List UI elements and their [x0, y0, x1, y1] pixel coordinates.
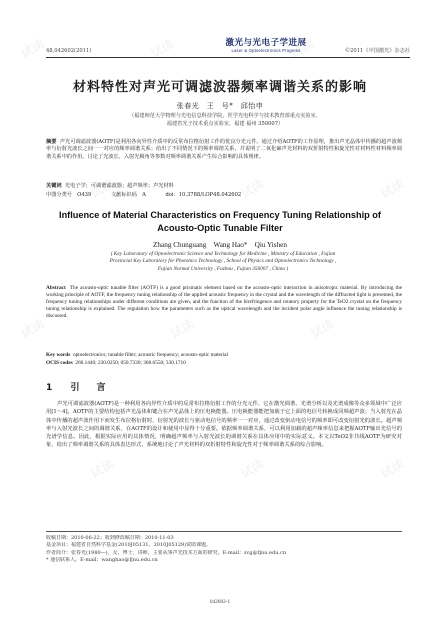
running-header: [46, 36, 410, 58]
journal-name-en: Laser & Optoelectronics Progress: [231, 48, 301, 53]
watermark-text: 试读: [378, 456, 407, 481]
affiliation-en-line: ( Key Laboratory of Optoelectronic Science and Technology for Medicine , Ministry of Education , Fujian: [110, 251, 336, 257]
abstract-cn-label: 摘要: [46, 139, 57, 145]
journal-logo: [206, 36, 326, 53]
affiliation-cn: [60, 113, 390, 128]
watermark-text: 试读: [288, 36, 317, 61]
paper-title-cn: 材料特性对声光可调滤波器频率调谐关系的影响: [72, 80, 367, 95]
keywords-en-text: optoelectronics; tunable filter; acoustic frequency; acousto-optic material: [72, 352, 228, 358]
keywords-en-label: Key words: [46, 352, 71, 358]
abstract-cn-text: 声光可调滤波器(AOTF)是利用各向异性介质中的反常布拉格衍射工作的优良分光元件。通过介绍AOTF的工作原理，推出声光晶体中传播的超声波频率与衍射光波长之间一一对应的频率调谐关系；给出了不同情况下的频率调谐关系，并说明了二氧化碲声光材料的双折射特性和旋光性对材料性材料频率调谐关系中的作用。讨论了光波长、入射光极角等参数对频率调谐关系产生综合影响的具体规律。: [46, 139, 402, 160]
footnote-received: 收稿日期：2010-06-22；收到修改稿日期：2010-11-03: [46, 535, 174, 541]
journal-name-cn: 激光与光电子学进展: [225, 38, 307, 48]
authors-en: Zhang Chunguang Wang Hao* Qiu Yishen: [153, 241, 287, 249]
footnote-corresponding: * 通信联系人。E-mail：wanghao@fjnu.edu.cn: [46, 557, 158, 564]
affiliation-en-line: Fujian Normal University , Fuzhou , Fujian 350007 , China ): [157, 265, 289, 272]
watermark-text: 试读: [168, 316, 197, 341]
watermark-text: 试读: [238, 176, 267, 201]
watermark-text: 试读: [238, 456, 267, 481]
classification-row: [46, 191, 402, 198]
section-title: 引 言: [70, 383, 110, 393]
footnote-divider: [46, 531, 402, 532]
ocis-codes: [46, 360, 402, 366]
keywords-cn-label: 关键词: [46, 183, 62, 189]
clc-number: 中图分类号 O439: [46, 192, 92, 198]
page-number: 042602-1: [209, 599, 231, 605]
section-number: 1: [46, 383, 57, 393]
ocis-text: 260.1440; 230.0250; 050.7330; 300.6550; 330.1710: [75, 360, 186, 366]
watermark-text: 试读: [88, 176, 117, 201]
header-copyright: ©2011《中国激光》杂志社: [344, 48, 410, 54]
watermark-text: 试读: [18, 316, 47, 341]
doi-text: doi：10.3788/LOP48.042602: [165, 192, 242, 198]
keywords-en: [46, 352, 402, 358]
ocis-label: OCIS codes: [46, 360, 73, 366]
document-code: 文献标识码 A: [110, 192, 146, 198]
section-heading: [46, 380, 110, 393]
watermark-text: 试读: [18, 36, 47, 61]
affiliation-en: [58, 251, 388, 273]
affiliation-en-line: Provincial Key Laboratory for Photonics Technology , School of Physics and Optoelectronics Technology ,: [109, 258, 337, 265]
section-body-text: 声光可调滤波器(AOTF)是一种利用各向异性介质中的反常布拉格衍射工作的分光元件，它在激光调谐、光谱分析以及光谱成像等众多领域中广泛应用[1～4]。AOTF的主要结构包括声光晶体和键合在声光晶体上的压电换能器。压电换能器能把加载于它上面的电信号转换成同频超声波；当入射光在晶体中传播的超声波作用下而发生布拉格衍射时，衍射光的波长与驱动电信号的频率一一对应，通过改变驱动电信号的频率即可改变衍射光的波长。超声频率与入射光波长之间的调谐关系，在AOTF的设计和使用中显得十分重要。依据频率调谐关系，可以利用加载的超声频率信息来把握AOTF输出光信号的光谱学信息。因此，根据实际应用的具体情况，明确超声频率与入射光波长的调谐关系在具体应用中的实际意义。本文以TeO2非共线AOTF为研究对象，给出了频率调谐关系的具体表达形式，系统地讨论了声光材料的双折射特性和旋光性对于频率调谐关系的综合影响。: [46, 401, 402, 449]
footnote-author-bio: 作者简介：张春光(1980—)，女，博士，讲师，主要从事声光技术方面的研究。E-mail：zcg@fjnu.edu.cn: [46, 549, 287, 556]
keywords-cn-text: 光电子学；可调谐滤波器；超声频率；声光材料: [64, 183, 174, 189]
abstract-en-label: Abstract: [46, 285, 66, 291]
keywords-cn: [46, 182, 402, 189]
watermark-text: 试读: [88, 456, 117, 481]
watermark-text: 试读: [378, 176, 407, 201]
watermark-text: 试读: [148, 36, 177, 61]
paper-title-en: Influence of Material Characteristics on Frequency Tuning Relationship of Acousto-Optic Tunable Filter: [59, 210, 381, 233]
watermark-text: 试读: [308, 316, 337, 341]
footnote-funding: 基金项目：福建省自然科学基金(2010J05131，2010J05129)资助课题。: [46, 542, 212, 549]
affiliation-cn-line: 福建省光子技术重点实验室，福建 福州 350007）: [166, 120, 284, 127]
abstract-en-text: The acousto-optic tunable filter (AOTF) is a good prismatic element based on the acousto-optic interaction in anisotropic material. By introducing the working principle of AOTF, the frequency tuning relationship of the applied acoustic frequency in the crystal and the wavelength of the diffracted light is presented, the frequency tuning relationships under different conditions are given, and the function of the birefringence and rotatory property for the TeO2 crystal on the frequency tuning relationship is explained. The regulation how the parameters such as the optical wavelength and the incident polar angle influence the tuning relationship is discussed.: [46, 285, 403, 319]
abstract-en: [46, 285, 402, 320]
abstract-cn: [46, 139, 402, 161]
header-volume-info: 48,042602(2011): [46, 48, 92, 54]
authors-cn: 张春光 王 号* 邱怡申: [176, 102, 264, 110]
footnotes: [46, 535, 402, 565]
affiliation-cn-line: （福建师范大学物理与光电信息科技学院，医学光电科学与技术教育部重点实验室，: [129, 113, 321, 119]
